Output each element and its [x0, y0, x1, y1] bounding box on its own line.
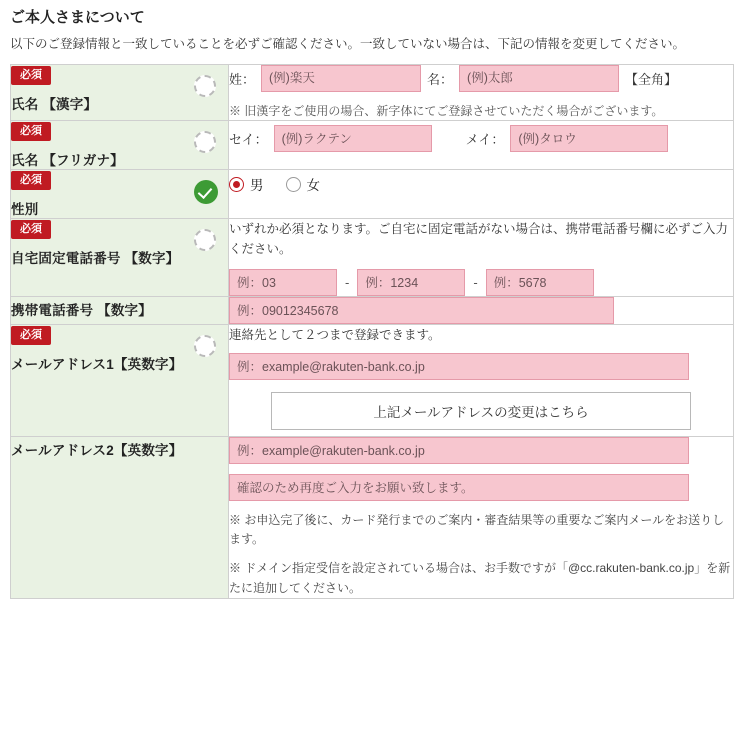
- note-mail2-2: ※ ドメイン指定受信を設定されている場合は、お手数ですが「@cc.rakuten-bank.co.jp」を新たに追加してください。: [229, 561, 731, 595]
- table-row-mail2: [11, 437, 734, 599]
- label-mail2: メールアドレス2【英数字】: [11, 443, 183, 459]
- note-name-kanji: ※ 旧漢字をご使用の場合、新字体にてご登録させていただく場合がございます。: [229, 103, 664, 118]
- table-row-home-tel: [11, 219, 734, 297]
- field-cell-home-tel: [229, 219, 734, 297]
- required-badge: 必須: [11, 171, 51, 190]
- required-badge: 必須: [11, 66, 51, 85]
- table-row-mail1: [11, 325, 734, 437]
- label-home-tel: 自宅固定電話番号 【数字】: [11, 250, 180, 266]
- tel-separator-1: -: [345, 275, 350, 291]
- dashed-circle-icon: [194, 75, 218, 99]
- mail2-input[interactable]: [229, 437, 689, 464]
- home-tel-part1-input[interactable]: [229, 269, 337, 296]
- radio-option-male[interactable]: [229, 174, 264, 194]
- firstname-kana-input[interactable]: [510, 125, 668, 152]
- field-cell-gender: [229, 170, 734, 219]
- note-mail2-1: ※ お申込完了後に、カード発行までのご案内・審査結果等の重要なご案内メールをお送りします。: [229, 513, 725, 547]
- table-row-gender: [11, 170, 734, 219]
- radio-option-female[interactable]: [286, 174, 321, 194]
- label-cell-name-kana: [11, 121, 229, 170]
- lastname-kanji-input[interactable]: [261, 65, 421, 92]
- field-cell-mobile-tel: [229, 297, 734, 325]
- required-badge: 必須: [11, 220, 51, 239]
- mail1-input[interactable]: [229, 353, 689, 380]
- label-lastname-kana: セイ：: [229, 132, 268, 148]
- table-row-name-kana: [11, 121, 734, 170]
- label-name-kanji: 氏名 【漢字】: [11, 96, 98, 112]
- mobile-tel-input[interactable]: [229, 297, 614, 324]
- label-cell-gender: [11, 170, 229, 219]
- table-row-name-kanji: [11, 64, 734, 121]
- label-mail1: メールアドレス1【英数字】: [11, 356, 183, 372]
- dashed-circle-icon: [194, 131, 218, 155]
- home-tel-part3-input[interactable]: [486, 269, 594, 296]
- label-cell-mail1: [11, 325, 229, 437]
- page-title: ご本人さまについて: [10, 9, 145, 26]
- mail2-confirm-input[interactable]: [229, 474, 689, 501]
- label-cell-home-tel: [11, 219, 229, 297]
- note-home-tel: いずれか必須となります。ご自宅に固定電話がない場合は、携帯電話番号欄に必ずご入力ください。: [229, 222, 729, 257]
- label-cell-name-kanji: [11, 64, 229, 121]
- field-cell-mail1: [229, 325, 734, 437]
- dashed-circle-icon: [194, 229, 218, 253]
- radio-female-indicator[interactable]: [286, 177, 301, 192]
- radio-male-label: 男: [250, 178, 264, 194]
- page-intro-text: 以下のご登録情報と一致していることを必ずご確認ください。一致していない場合は、下記の情報を変更してください。: [10, 37, 686, 51]
- label-mobile-tel: 携帯電話番号 【数字】: [11, 303, 152, 319]
- note-mail1: 連絡先として２つまで登録できます。: [229, 328, 441, 343]
- check-circle-icon: [194, 180, 218, 204]
- home-tel-part2-input[interactable]: [357, 269, 465, 296]
- radio-male-indicator[interactable]: [229, 177, 244, 192]
- label-cell-mail2: [11, 437, 229, 599]
- label-cell-mobile-tel: [11, 297, 229, 325]
- label-firstname-kana: メイ：: [465, 132, 505, 148]
- dashed-circle-icon: [194, 335, 218, 359]
- fullwidth-hint: 【全角】: [625, 71, 678, 87]
- label-name-kana: 氏名 【フリガナ】: [11, 153, 124, 169]
- required-badge: 必須: [11, 326, 51, 345]
- tel-separator-2: -: [473, 275, 478, 291]
- label-firstname-kanji: 名：: [427, 71, 454, 87]
- field-cell-mail2: [229, 437, 734, 599]
- lastname-kana-input[interactable]: [274, 125, 432, 152]
- personal-info-table: [10, 64, 734, 599]
- field-cell-name-kana: [229, 121, 734, 170]
- label-gender: 性別: [11, 202, 39, 218]
- radio-female-label: 女: [306, 178, 320, 194]
- field-cell-name-kanji: [229, 64, 734, 121]
- label-lastname-kanji: 姓：: [229, 71, 256, 87]
- required-badge: 必須: [11, 122, 51, 141]
- firstname-kanji-input[interactable]: [459, 65, 619, 92]
- table-row-mobile-tel: [11, 297, 734, 325]
- change-mail-address-button[interactable]: 上記メールアドレスの変更はこちら: [271, 392, 691, 430]
